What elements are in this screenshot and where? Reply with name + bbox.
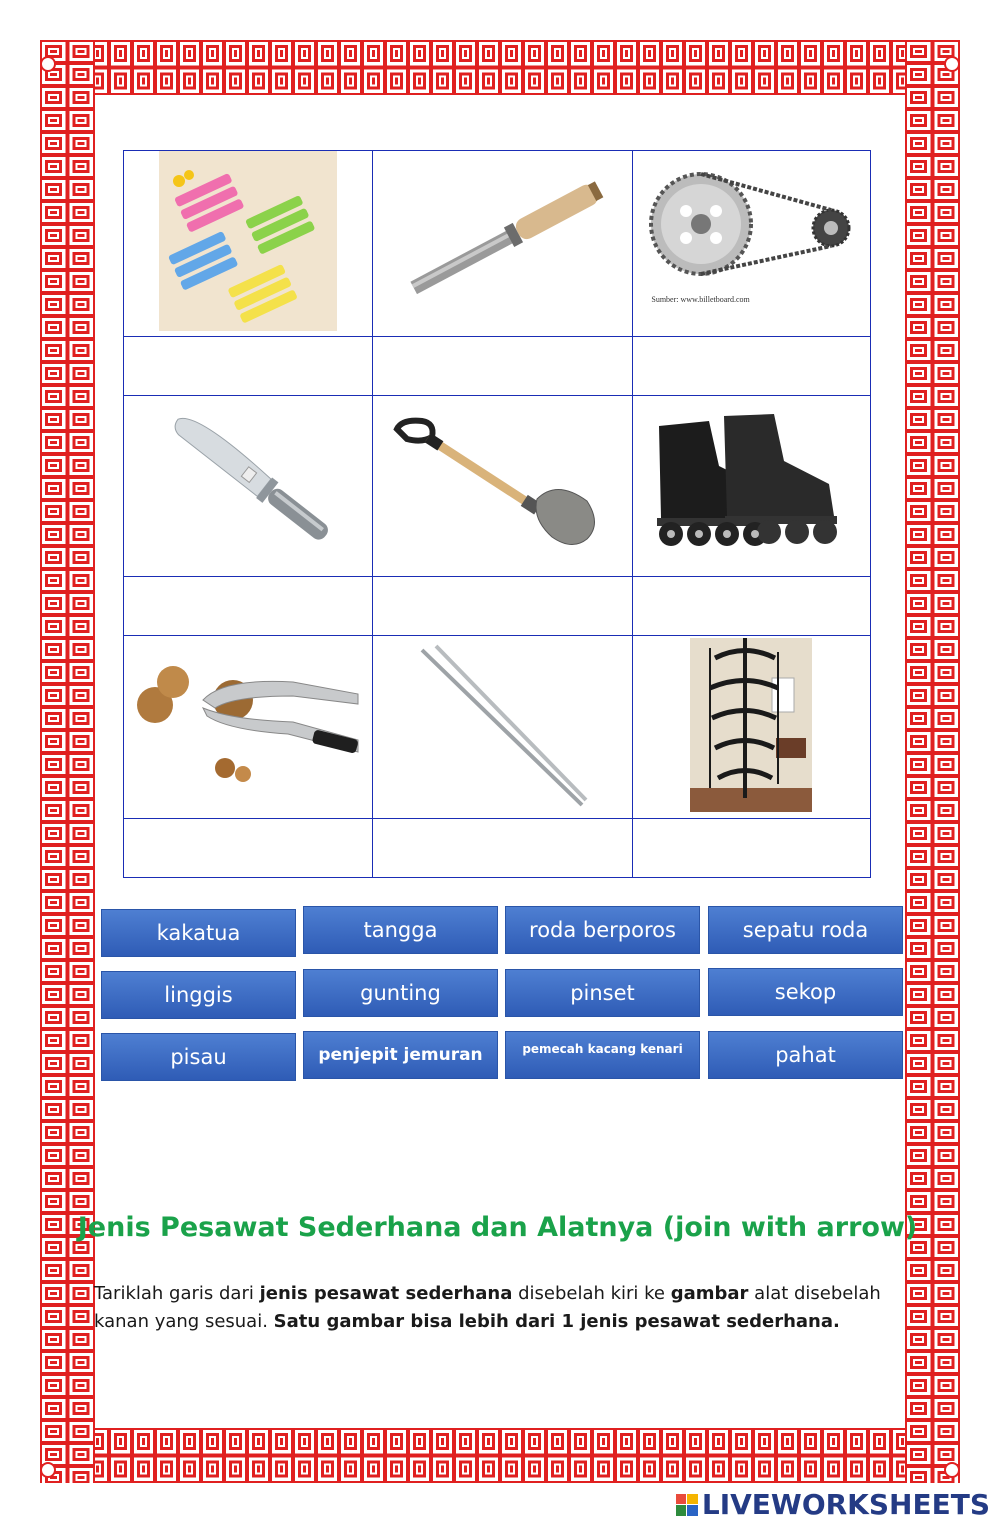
instructions-emphasis: jenis pesawat sederhana	[259, 1283, 513, 1304]
answer-tile[interactable]: pisau	[101, 1033, 296, 1081]
picture-cell	[632, 636, 870, 819]
instructions-part: Tariklah garis dari	[94, 1283, 260, 1304]
answer-tile[interactable]: sekop	[708, 968, 903, 1016]
instructions-text	[94, 1280, 894, 1336]
answer-tile[interactable]: pinset	[505, 969, 700, 1017]
answer-tile[interactable]: sepatu roda	[708, 906, 903, 954]
answer-tile[interactable]: pahat	[708, 1031, 903, 1079]
instructions-part: alat disebelah kanan yang sesuai.	[94, 1283, 881, 1332]
corner-ornament	[944, 56, 960, 72]
drop-zone[interactable]	[632, 577, 870, 636]
chisel-image	[382, 166, 622, 316]
chain-sprocket-image	[641, 166, 861, 316]
drop-zone[interactable]	[373, 577, 633, 636]
picture-cell	[124, 396, 373, 577]
answer-tile[interactable]: tangga	[303, 906, 498, 954]
brand-footer	[676, 1488, 990, 1521]
picture-cell	[373, 151, 633, 337]
knife-image	[143, 396, 353, 571]
corner-ornament	[944, 1462, 960, 1478]
instructions-emphasis: gambar	[670, 1283, 749, 1304]
drop-zone[interactable]	[124, 819, 373, 878]
picture-cell	[373, 636, 633, 819]
tweezers-image	[402, 640, 602, 810]
answer-tile[interactable]: kakatua	[101, 909, 296, 957]
answer-tile[interactable]: linggis	[101, 971, 296, 1019]
instructions-part: disebelah kiri ke	[512, 1283, 671, 1304]
picture-cell	[124, 636, 373, 819]
picture-cell	[124, 151, 373, 337]
picture-cell	[373, 396, 633, 577]
drop-zone[interactable]	[124, 577, 373, 636]
picture-cell	[632, 151, 870, 337]
spiral-staircase-image	[690, 638, 812, 812]
answer-tile[interactable]: pemecah kacang kenari	[505, 1031, 700, 1079]
worksheet-heading: Jenis Pesawat Sederhana dan Alatnya (join with arrow)	[77, 1212, 918, 1243]
image-source-caption: Sumber: www.billetboard.com	[651, 295, 750, 304]
answer-tile[interactable]: gunting	[303, 969, 498, 1017]
drop-zone[interactable]	[632, 819, 870, 878]
decorative-border-right	[905, 40, 960, 1483]
corner-ornament	[40, 56, 56, 72]
liveworksheets-logo-icon	[676, 1494, 698, 1516]
shovel-image	[387, 409, 617, 559]
decorative-border-left	[40, 40, 95, 1483]
drop-zone[interactable]	[124, 337, 373, 396]
drop-zone[interactable]	[632, 337, 870, 396]
brand-name: LIVEWORKSHEETS	[701, 1488, 990, 1521]
drop-zone[interactable]	[373, 819, 633, 878]
instructions-emphasis: Satu gambar bisa lebih dari 1 jenis pesawat sederhana.	[273, 1311, 840, 1332]
answer-tile[interactable]: roda berporos	[505, 906, 700, 954]
picture-grid	[123, 150, 871, 878]
picture-cell	[632, 396, 870, 577]
decorative-border-top	[40, 40, 960, 95]
drop-zone[interactable]	[373, 337, 633, 396]
roller-skates-image	[649, 406, 854, 561]
nutcracker-image	[133, 660, 363, 790]
decorative-border-bottom	[40, 1428, 960, 1483]
answer-tile[interactable]: penjepit jemuran	[303, 1031, 498, 1079]
clothes-pegs-image	[159, 151, 337, 331]
corner-ornament	[40, 1462, 56, 1478]
